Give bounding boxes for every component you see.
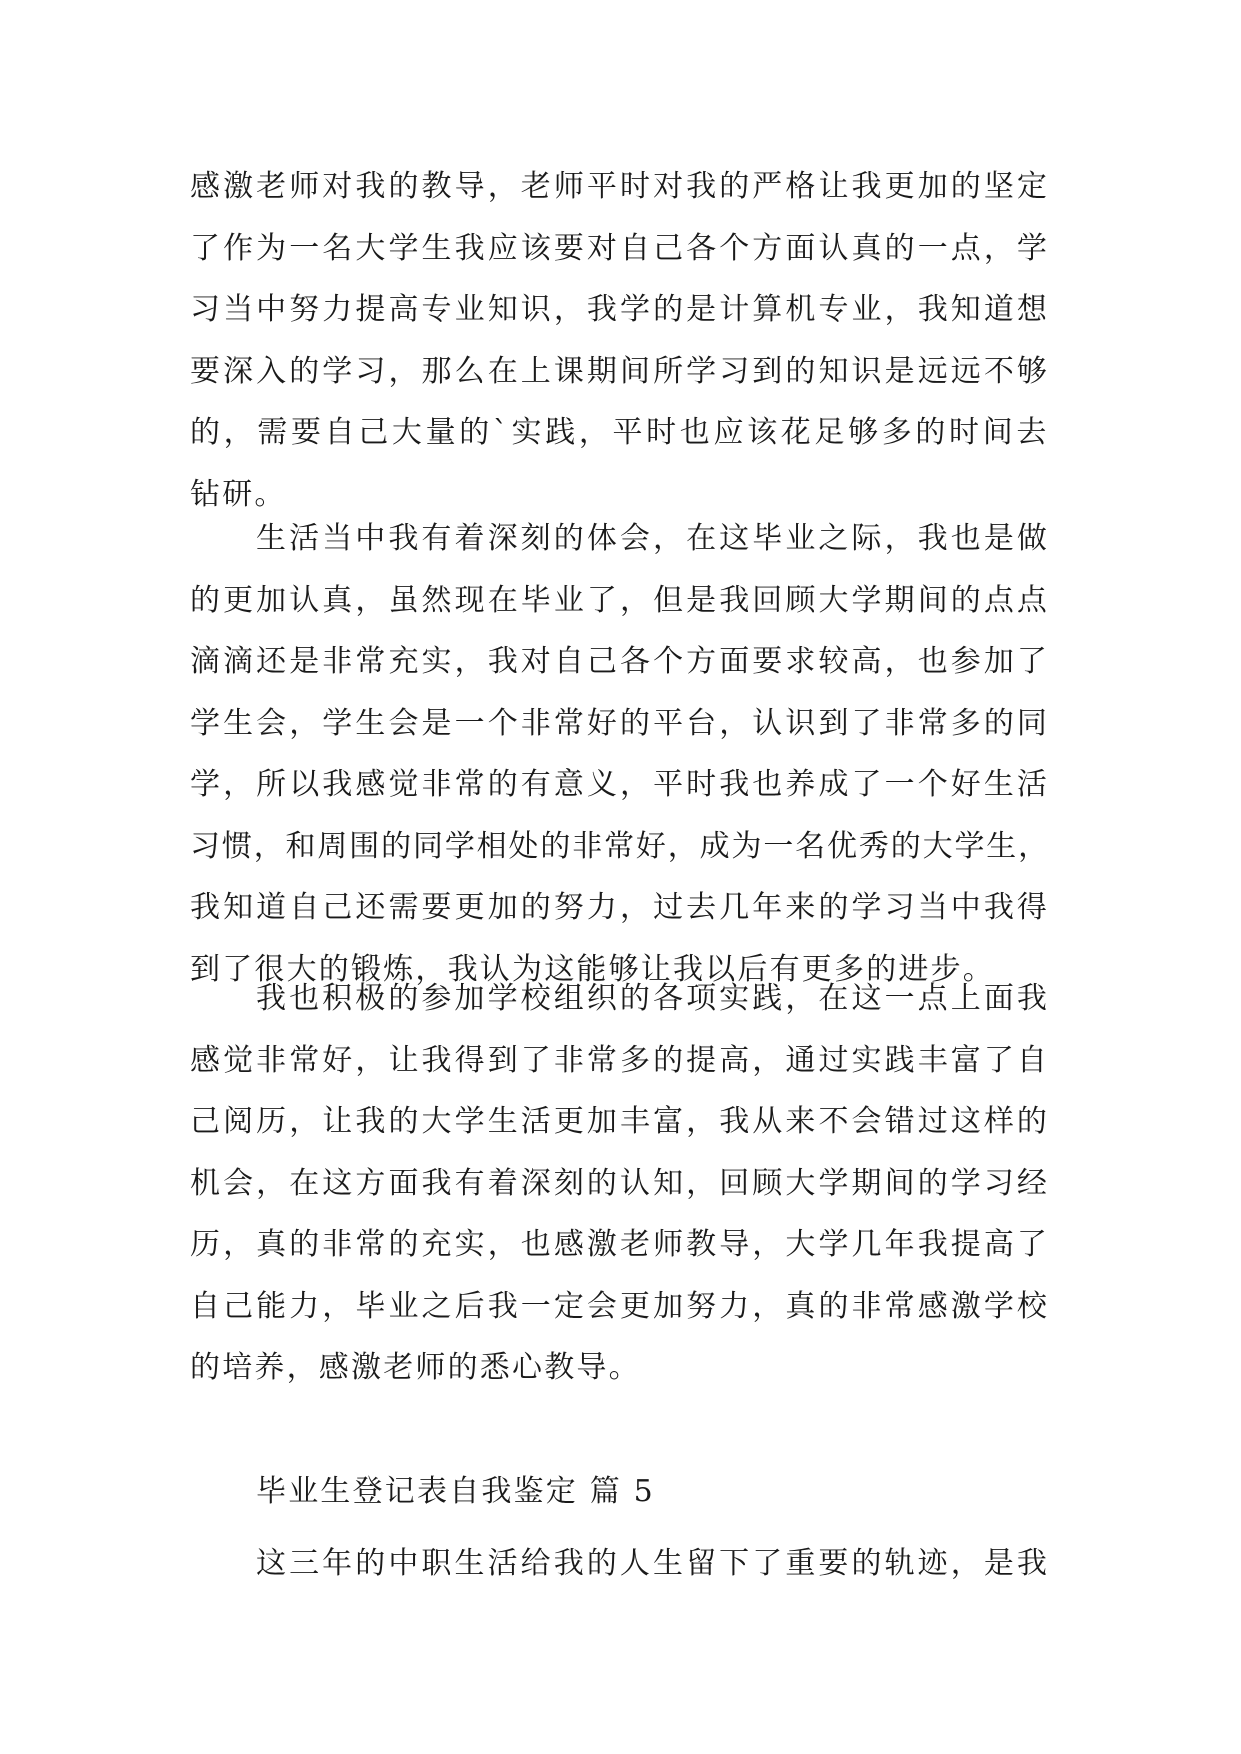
paragraph-line: 学，所以我感觉非常的有意义，平时我也养成了一个好生活 [190,767,1050,802]
paragraph-line: 机会，在这方面我有着深刻的认知，回顾大学期间的学习经 [190,1165,1050,1201]
paragraph-line: 的，需要自己大量的`实践，平时也应该花足够多的时间去 [190,415,1050,450]
paragraph-line: 己阅历，让我的大学生活更加丰富，我从来不会错过这样的 [190,1104,1050,1139]
paragraph-line: 了作为一名大学生我应该要对自己各个方面认真的一点，学 [190,230,1050,266]
section-heading: 毕业生登记表自我鉴定 篇 5 [256,1474,655,1509]
paragraph-line: 习当中努力提高专业知识，我学的是计算机专业，我知道想 [190,292,1050,327]
paragraph-line: 的更加认真，虽然现在毕业了，但是我回顾大学期间的点点 [190,582,1050,618]
paragraph-line: 感激老师对我的教导，老师平时对我的严格让我更加的坚定 [190,169,1050,204]
paragraph-line: 滴滴还是非常充实，我对自己各个方面要求较高，也参加了 [190,644,1050,679]
paragraph-line: 的培养，感激老师的悉心教导。 [190,1350,641,1385]
paragraph-line: 到了很大的锻炼，我认为这能够让我以后有更多的进步。 [190,951,995,987]
paragraph-line: 学生会，学生会是一个非常好的平台，认识到了非常多的同 [190,705,1050,741]
paragraph-line: 生活当中我有着深刻的体会，在这毕业之际，我也是做 [256,521,1050,556]
paragraph-2 [190,508,1050,1000]
paragraph-line: 感觉非常好，让我得到了非常多的提高，通过实践丰富了自 [190,1042,1050,1078]
paragraph-1 [190,156,1050,525]
paragraph-line: 我知道自己还需要更加的努力，过去几年来的学习当中我得 [190,890,1050,925]
paragraph-3 [190,968,1050,1399]
paragraph-line: 要深入的学习，那么在上课期间所学习到的知识是远远不够 [190,353,1050,389]
paragraph-line: 自己能力，毕业之后我一定会更加努力，真的非常感激学校 [190,1288,1050,1324]
paragraph-line: 历，真的非常的充实，也感激老师教导，大学几年我提高了 [190,1227,1050,1262]
paragraph-line: 习惯，和周围的同学相处的非常好，成为一名优秀的大学生， [190,828,1050,864]
paragraph-line: 我也积极的参加学校组织的各项实践，在这一点上面我 [256,981,1050,1016]
paragraph-line: 这三年的中职生活给我的人生留下了重要的轨迹，是我 [256,1546,1050,1581]
paragraph-line: 钻研。 [190,476,287,512]
paragraph-4 [190,1533,1050,1595]
